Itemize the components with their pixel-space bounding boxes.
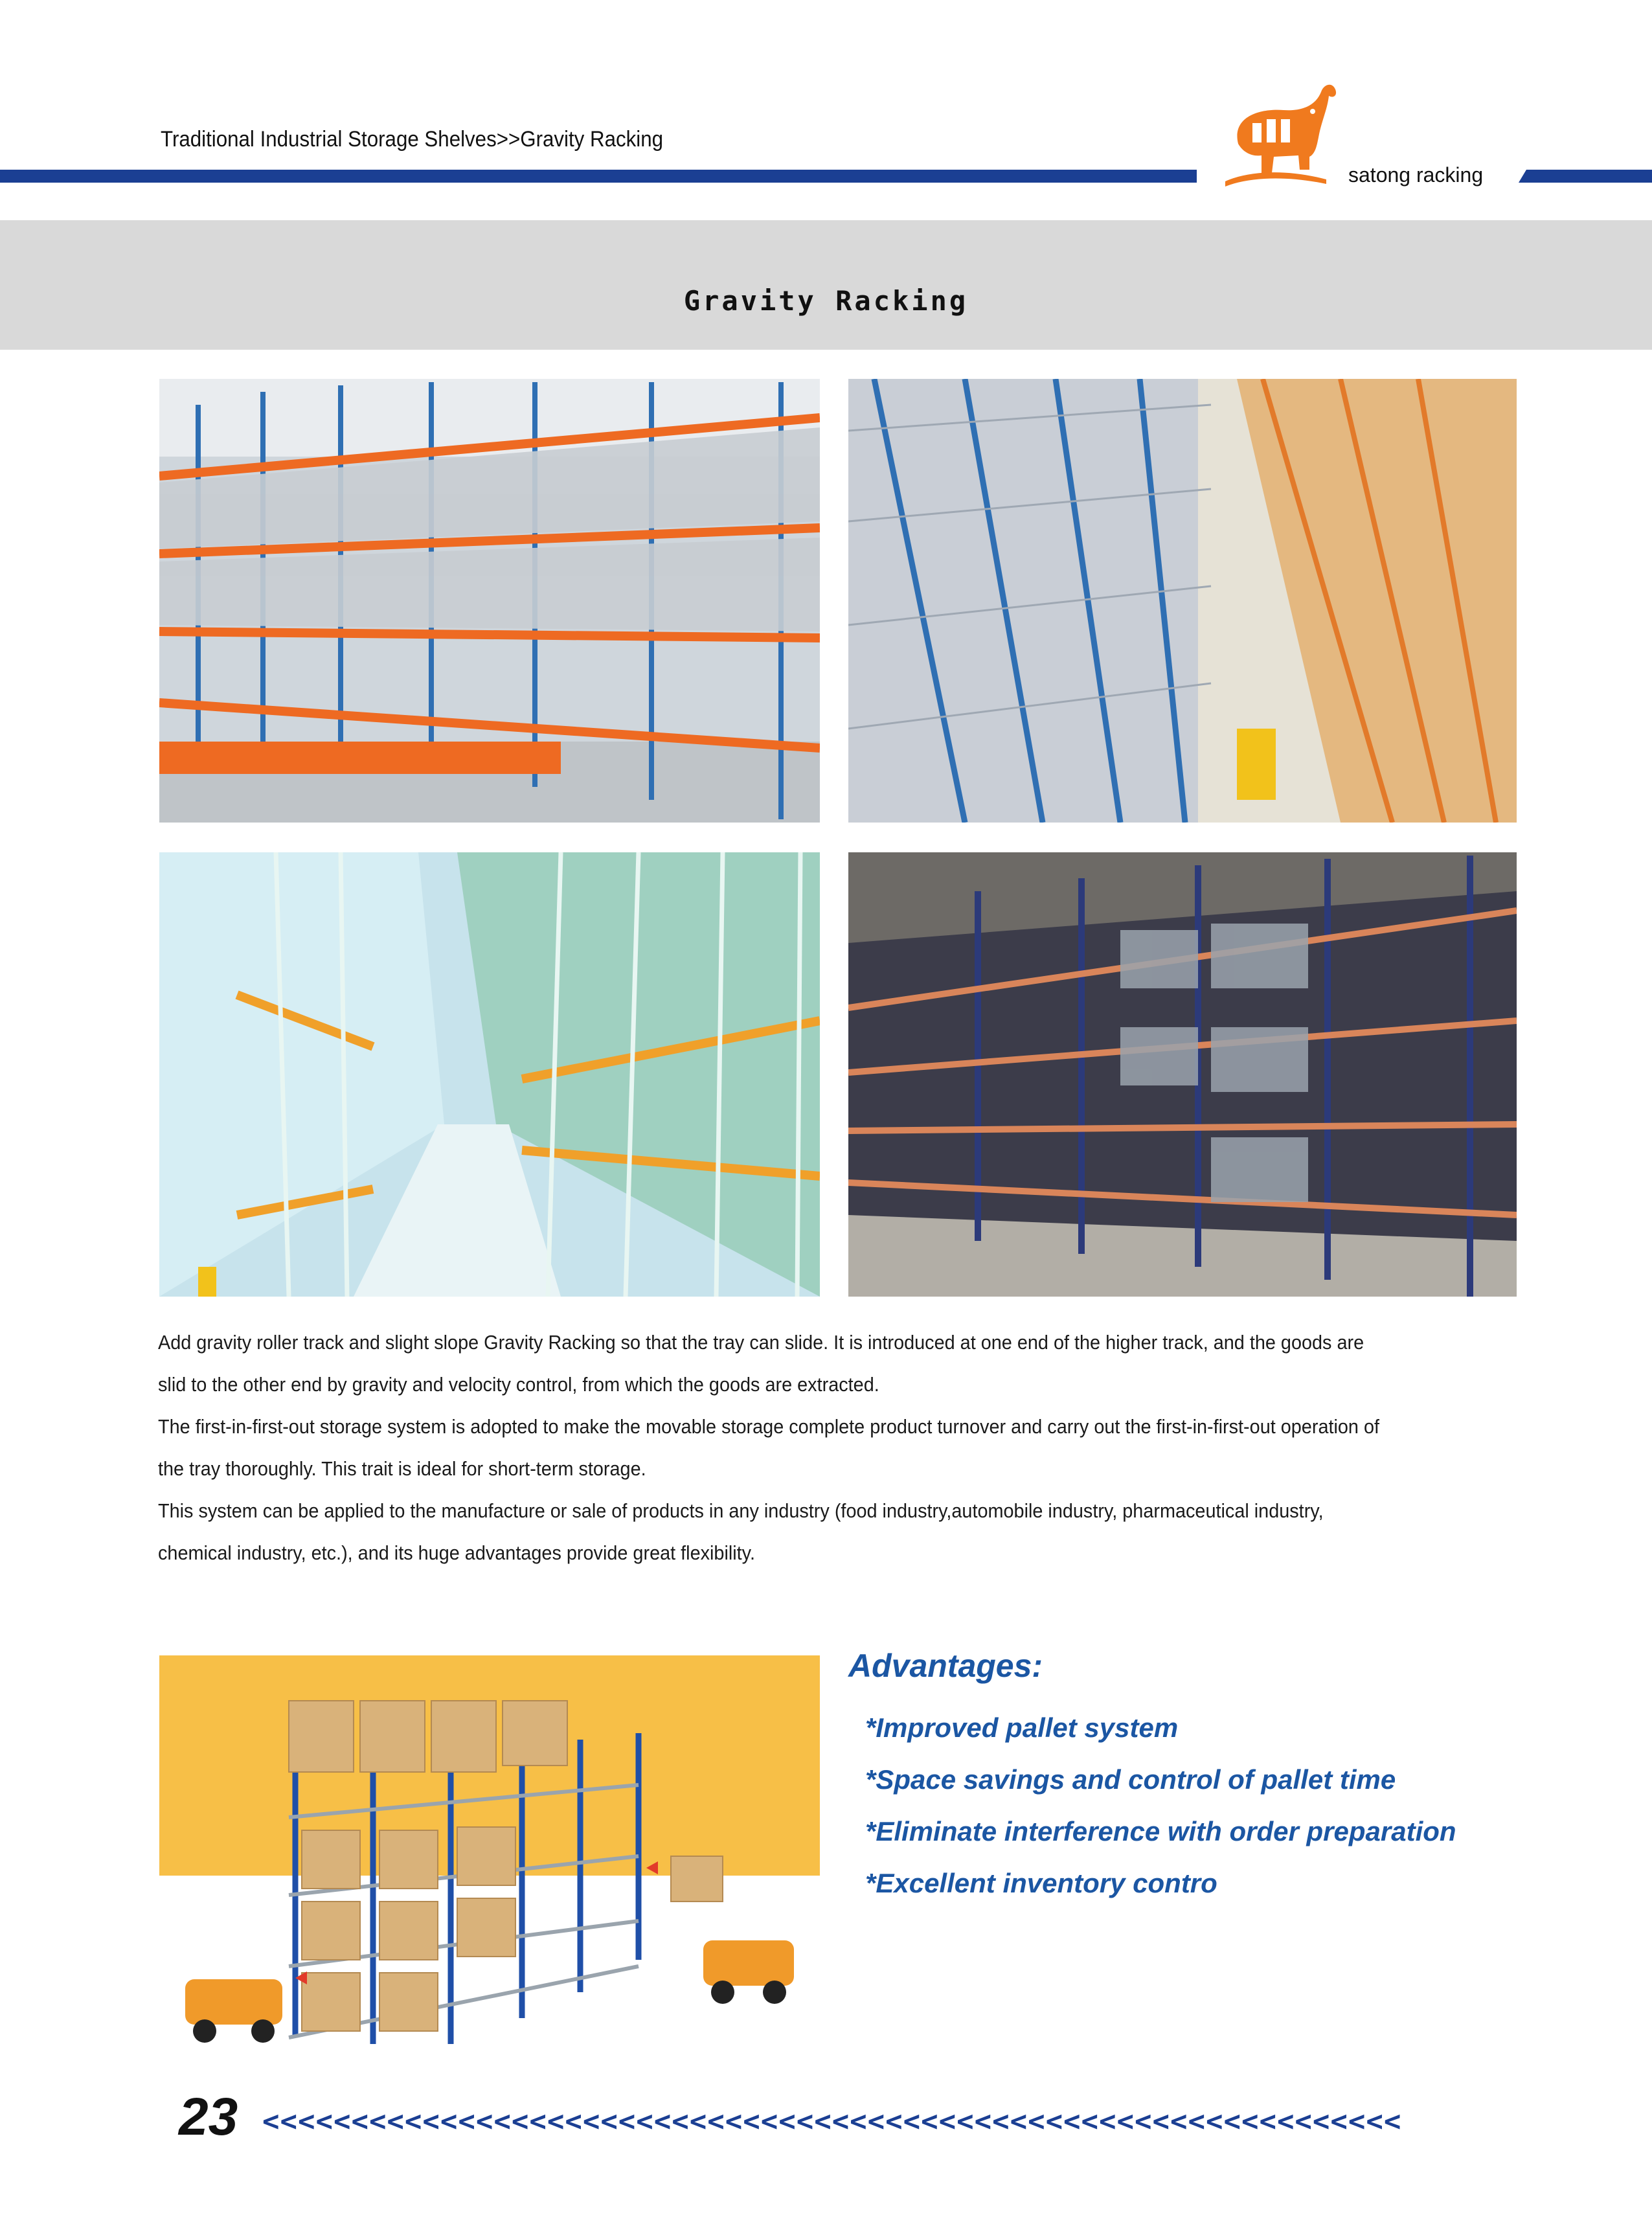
description-line: the tray thoroughly. This trait is ideal for short-term storage.: [158, 1457, 646, 1480]
description-line: This system can be applied to the manufacture or sale of products in any industry (food industry,automobile industry, pharmaceutical industry,: [158, 1499, 1324, 1522]
description-line: chemical industry, etc.), and its huge advantages provide great flexibility.: [158, 1541, 755, 1564]
advantage-item: *Improved pallet system: [865, 1712, 1179, 1743]
advantages-title: Advantages:: [848, 1648, 1043, 1684]
header-rule-right: [1519, 170, 1652, 183]
advantages-list: [865, 1702, 1456, 1909]
description-text: [158, 1321, 1511, 1574]
brand-name: satong racking: [1348, 163, 1484, 187]
warehouse-photo-aisle-aerial: [848, 379, 1517, 823]
description-line: Add gravity roller track and slight slope Gravity Racking so that the tray can slide. It is introduced at one end of the higher track, and the goods are: [158, 1331, 1364, 1354]
chevron-rule: <<<<<<<<<<<<<<<<<<<<<<<<<<<<<<<<<<<<<<<<<<<<<<<<<<<<<<<<<<<<<<<<: [262, 2105, 1402, 2138]
breadcrumb: Traditional Industrial Storage Shelves>>Gravity Racking: [161, 127, 664, 152]
page-number: 23: [179, 2087, 238, 2146]
warehouse-photo-orange-blue-racking: [159, 379, 820, 823]
gravity-racking-illustration: [159, 1655, 820, 2057]
description-line: The first-in-first-out storage system is adopted to make the movable storage complete product turnover and carry out the first-in-first-out operation of: [158, 1415, 1380, 1438]
advantage-item: *Space savings and control of pallet time: [865, 1764, 1396, 1795]
description-line: slid to the other end by gravity and velocity control, from which the goods are extracted.: [158, 1373, 879, 1396]
page-title: Gravity Racking: [683, 285, 969, 317]
warehouse-photo-bin-flow-racking: [848, 852, 1517, 1297]
elephant-logo-icon: [1212, 73, 1348, 189]
header-rule-left: [0, 170, 1197, 183]
warehouse-photo-cold-storage-aisle: [159, 852, 820, 1297]
advantage-item: *Excellent inventory contro: [865, 1868, 1217, 1898]
advantage-item: *Eliminate interference with order preparation: [865, 1816, 1456, 1846]
